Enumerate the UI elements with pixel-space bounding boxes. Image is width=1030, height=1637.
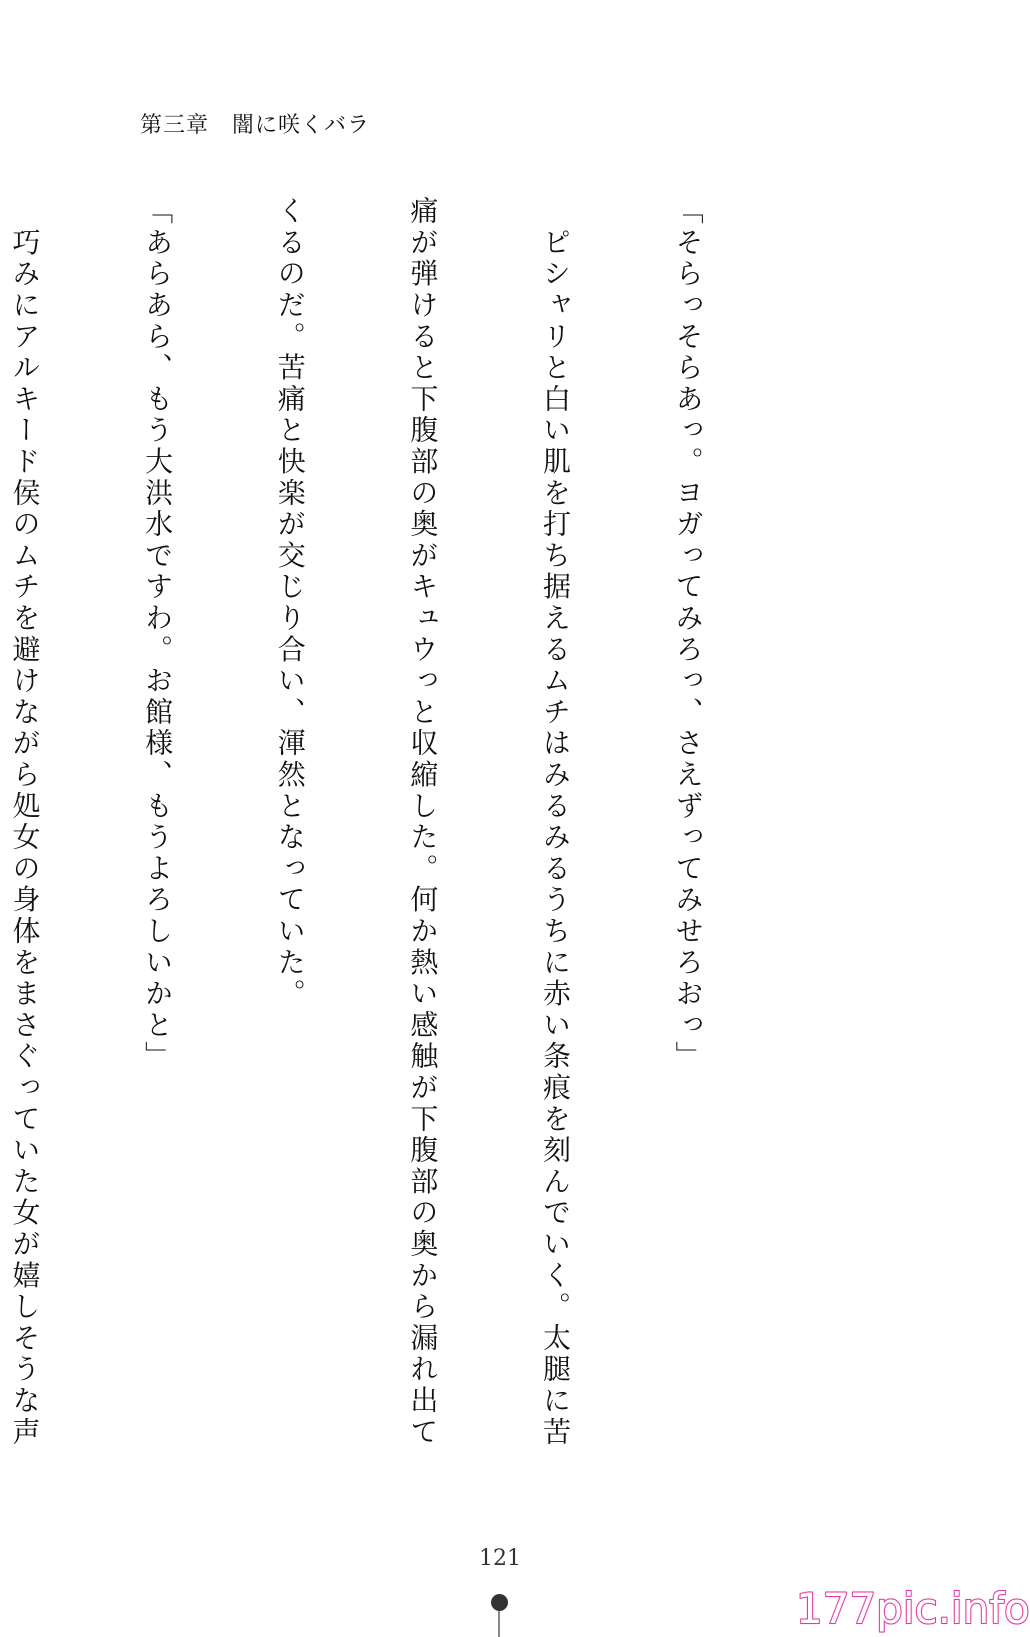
- page-number: 121: [479, 1546, 521, 1571]
- vertical-text-body: [8, 196, 798, 1448]
- text-line: ピシャリと白い肌を打ち据えるムチはみるみるうちに赤い条痕を刻んでいく。太腿に苦: [538, 196, 572, 1448]
- text-line: くるのだ。苦痛と快楽が交じり合い、渾然となっていた。: [273, 196, 307, 1010]
- text-line: 「そらっそらあっ。ヨガってみろっ、さえずってみせろおっ」: [671, 196, 705, 1073]
- text-line: 巧みにアルキード侯のムチを避けながら処女の身体をまさぐっていた女が嬉しそうな声: [8, 196, 42, 1448]
- watermark-text: 177pic.info: [796, 1584, 1030, 1633]
- text-line: 痛が弾けると下腹部の奥がキュウっと収縮した。何か熱い感触が下腹部の奥から漏れ出て: [406, 196, 440, 1448]
- page-marker-dot-icon: [491, 1594, 508, 1611]
- text-line: 「あらあら、もう大洪水ですわ。お館様、もうよろしいかと」: [141, 196, 175, 1073]
- page-marker-line: [498, 1611, 500, 1637]
- running-header-chapter-title: 第三章 闇に咲くバラ: [140, 113, 371, 138]
